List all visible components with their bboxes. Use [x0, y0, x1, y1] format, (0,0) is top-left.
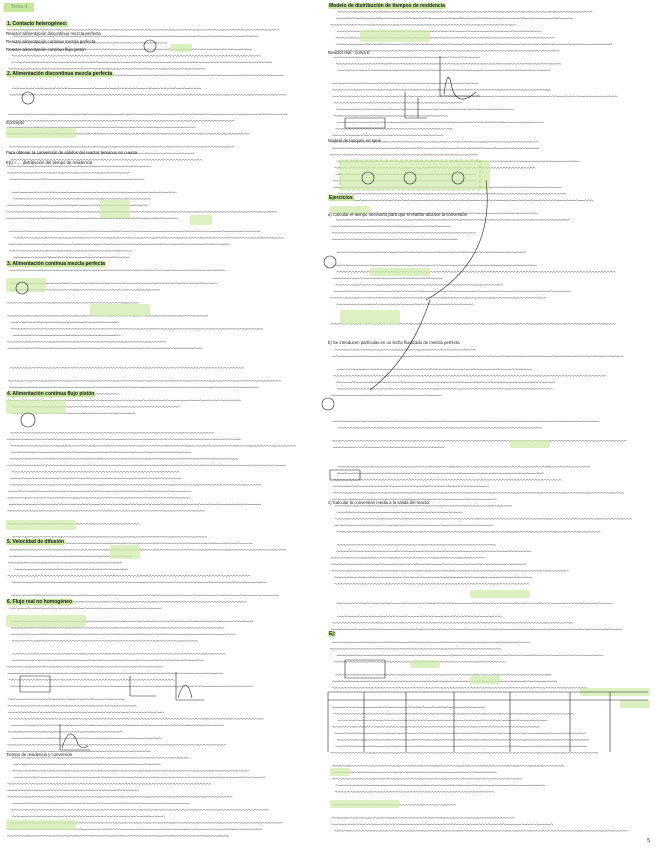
section-heading: 6. Flujo real no homogéneo: [7, 599, 73, 605]
handwriting-stroke: [9, 94, 285, 95]
handwriting-stroke: [336, 265, 537, 266]
handwriting-stroke: [331, 226, 451, 227]
handwriting-stroke: [9, 231, 261, 232]
handwriting-stroke: [8, 380, 281, 381]
handwriting-stroke: [332, 239, 458, 240]
highlight-box: [330, 768, 350, 776]
handwriting-stroke: [336, 655, 603, 656]
handwriting-stroke: [333, 57, 480, 58]
note-line: Tiempo de residencia y conversión: [6, 752, 73, 757]
handwriting-stroke: [337, 616, 502, 617]
handwriting-stroke: [335, 284, 503, 285]
handwriting-stroke: [332, 135, 443, 136]
handwriting-stroke: [338, 11, 593, 12]
handwriting-stroke: [12, 803, 189, 804]
highlight-box: [170, 44, 192, 52]
handwriting-stroke: [332, 89, 551, 90]
reactor-sketch: [322, 398, 334, 410]
real-reactor-sketch: [20, 676, 50, 692]
handwriting-stroke: [9, 146, 234, 147]
handwriting-stroke: [332, 622, 572, 623]
handwriting-stroke: [7, 497, 190, 498]
handwriting-stroke: [337, 70, 550, 71]
handwriting-stroke: [8, 673, 224, 674]
e-curve: [440, 56, 480, 99]
e-curve: [60, 724, 90, 750]
handwriting-stroke: [332, 278, 443, 279]
handwriting-stroke: [6, 166, 150, 167]
handwriting-stroke: [332, 570, 569, 571]
handwriting-stroke: [332, 232, 476, 233]
handwriting-stroke: [12, 471, 180, 472]
highlight-box: [470, 590, 530, 598]
arrow-curve: [426, 180, 487, 300]
handwriting-stroke: [12, 88, 201, 89]
handwriting-stroke: [336, 63, 561, 64]
highlight-box: [6, 520, 76, 530]
highlight-box: [330, 800, 400, 808]
section-heading: Ejercicios: [329, 195, 353, 201]
axis-sketch: [130, 676, 156, 696]
handwriting-stroke: [337, 473, 544, 474]
highlight-box: [6, 128, 76, 138]
section-heading: Modelo de distribución de tiempos de residencia: [329, 3, 445, 9]
handwriting-stroke: [11, 322, 119, 323]
note-line: b) Se introducen partículas en un lecho fluidizado de mezcla perfecta: [328, 340, 460, 345]
handwriting-stroke: [330, 297, 546, 298]
handwriting-stroke: [335, 791, 494, 792]
handwriting-stroke: [10, 484, 262, 485]
highlight-box: [410, 660, 440, 668]
highlight-box: [110, 545, 140, 559]
handwriting-stroke: [13, 257, 130, 258]
handwriting-stroke: [333, 375, 606, 376]
handwriting-stroke: [8, 699, 125, 700]
handwriting-stroke: [338, 720, 548, 721]
handwriting-stroke: [11, 452, 191, 453]
handwriting-stroke: [337, 739, 589, 740]
handwriting-stroke: [337, 512, 463, 513]
handwriting-stroke: [9, 718, 264, 719]
handwriting-stroke: [8, 68, 206, 69]
highlight-box: [510, 440, 550, 448]
handwriting-stroke: [11, 328, 263, 329]
handwriting-stroke: [13, 198, 151, 199]
handwriting-stroke: [9, 504, 261, 505]
handwriting-stroke: [9, 270, 225, 271]
handwriting-stroke: [8, 114, 287, 115]
handwriting-stroke: [10, 686, 253, 687]
handwriting-stroke: [334, 291, 571, 292]
handwriting-stroke: [11, 738, 161, 739]
highlight-box: [360, 30, 430, 42]
highlight-box: [620, 700, 650, 708]
handwriting-stroke: [7, 783, 211, 784]
handwriting-stroke: [333, 492, 624, 493]
section-heading: 3. Alimentación continua mezcla perfecta: [7, 261, 105, 267]
handwriting-stroke: [334, 525, 493, 526]
section-heading: 2. Alimentación discontinua mezcla perfecta: [7, 71, 113, 77]
handwriting-stroke: [330, 752, 597, 753]
handwriting-stroke: [333, 486, 489, 487]
handwriting-stroke: [11, 627, 224, 628]
handwriting-stroke: [14, 764, 161, 765]
reactor-sketch: [324, 256, 336, 268]
handwriting-stroke: [7, 348, 202, 349]
handwriting-stroke: [12, 816, 165, 817]
handwriting-stroke: [7, 211, 277, 212]
handwriting-stroke: [13, 335, 121, 336]
handwriting-stroke: [7, 302, 139, 303]
handwriting-stroke: [8, 705, 137, 706]
handwriting-stroke: [8, 562, 122, 563]
handwriting-stroke: [333, 440, 627, 441]
note-line: Reactor alimentación discontinuo mezcla perfecta: [6, 31, 101, 36]
handwriting-stroke: [330, 648, 501, 649]
handwriting-stroke: [11, 595, 278, 596]
handwriting-stroke: [331, 564, 526, 565]
handwriting-stroke: [10, 432, 214, 433]
handwriting-stroke: [7, 796, 232, 797]
handwriting-stroke: [335, 349, 476, 350]
highlight-box: [6, 615, 86, 627]
handwriting-stroke: [330, 154, 477, 155]
handwriting-stroke: [336, 18, 573, 19]
reactor-sketch: [144, 40, 156, 52]
handwriting-stroke: [8, 491, 191, 492]
handwriting-stroke: [337, 531, 601, 532]
handwriting-stroke: [11, 62, 272, 63]
handwriting-stroke: [9, 250, 132, 251]
highlight-box: [340, 310, 400, 324]
note-line: Reactor real - curva E: [328, 50, 370, 55]
handwriting-stroke: [336, 785, 546, 786]
handwriting-stroke: [334, 733, 586, 734]
handwriting-stroke: [8, 712, 164, 713]
handwriting-stroke: [333, 479, 561, 480]
handwriting-stroke: [332, 642, 530, 643]
handwriting-stroke: [336, 44, 612, 45]
handwriting-stroke: [335, 200, 593, 201]
handwriting-stroke: [12, 536, 207, 537]
handwriting-stroke: [8, 731, 122, 732]
handwriting-stroke: [14, 569, 128, 570]
handwriting-stroke: [331, 824, 553, 825]
note-line: Concepto: [6, 120, 25, 125]
handwriting-stroke: [11, 445, 296, 446]
handwriting-stroke: [337, 369, 532, 370]
note-line: c) Calcular la conversión media a la salida del reactor: [328, 500, 430, 505]
highlight-box: [190, 215, 212, 225]
handwriting-stroke: [330, 24, 516, 25]
handwriting-stroke: [332, 707, 485, 708]
section-heading: 4. Alimentación continua flujo pistón: [7, 391, 95, 397]
note-line: E(t) = ... distribución del tiempo de residencia: [6, 160, 93, 165]
plug-flow-reactor-sketch: [345, 118, 385, 128]
handwriting-stroke: [331, 629, 622, 630]
handwriting-stroke: [10, 367, 244, 368]
handwriting-stroke: [337, 388, 553, 389]
handwriting-stroke: [7, 666, 163, 667]
handwriting-stroke: [10, 478, 181, 479]
data-table-sketch: [328, 692, 648, 752]
handwriting-stroke: [9, 179, 144, 180]
handwriting-stroke: [12, 582, 267, 583]
handwriting-stroke: [331, 395, 442, 396]
handwriting-stroke: [332, 681, 557, 682]
handwriting-stroke: [6, 218, 177, 219]
handwriting-stroke: [338, 193, 566, 194]
handwriting-stroke: [7, 790, 139, 791]
handwriting-stroke: [336, 603, 612, 604]
highlight-box: [4, 3, 34, 12]
handwriting-stroke: [9, 679, 174, 680]
handwriting-stroke: [13, 770, 250, 771]
handwriting-stroke: [337, 122, 544, 123]
handwriting-stroke: [331, 557, 484, 558]
section-heading: 1. Contacto heterogéneo:: [7, 21, 68, 27]
handwriting-stroke: [7, 744, 226, 745]
handwriting-stroke: [336, 304, 474, 305]
page-number: 5: [647, 838, 650, 844]
handwriting-stroke: [332, 687, 587, 688]
highlight-box: [6, 278, 46, 292]
handwriting-stroke: [10, 809, 268, 810]
handwriting-stroke: [336, 109, 513, 110]
handwriting-stroke: [10, 634, 235, 635]
handwriting-stroke: [333, 421, 600, 422]
handwriting-stroke: [338, 466, 590, 467]
handwriting-stroke: [335, 518, 632, 519]
handwriting-stroke: [335, 746, 587, 747]
handwriting-stroke: [7, 465, 286, 466]
handwriting-stroke: [10, 458, 238, 459]
handwriting-stroke: [12, 660, 204, 661]
handwriting-stroke: [333, 102, 462, 103]
section-heading: Ej:: [329, 631, 336, 637]
note-line: Para obtener la conversión de sólidos del reactor tenemos en cuenta: [6, 150, 138, 155]
note-line: Reactor alimentación continuo mezcla perfecta: [6, 39, 96, 44]
handwriting-stroke: [7, 835, 229, 836]
handwriting-stroke: [14, 777, 266, 778]
handwriting-stroke: [334, 577, 532, 578]
handwriting-stroke: [333, 447, 444, 448]
handwriting-stroke: [336, 382, 555, 383]
handwriting-stroke: [336, 219, 570, 220]
note-line: a) Calcular el tiempo necesario para que el reactor alcance la conversión: [328, 212, 468, 217]
handwriting-stroke: [14, 237, 284, 238]
handwriting-stroke: [332, 83, 479, 84]
handwriting-stroke: [7, 439, 241, 440]
handwriting-stroke: [334, 115, 448, 116]
handwriting-stroke: [335, 505, 512, 506]
handwriting-stroke: [333, 778, 522, 779]
highlight-box: [6, 820, 76, 830]
reactor-sketch: [330, 470, 360, 480]
handwriting-stroke: [12, 640, 198, 641]
handwriting-stroke: [7, 510, 205, 511]
handwriting-stroke: [334, 830, 628, 831]
reactor-sketch: [21, 413, 35, 427]
reactor-sketch: [22, 92, 34, 104]
handwriting-stroke: [10, 387, 259, 388]
handwriting-stroke: [332, 817, 515, 818]
handwriting-stroke: [9, 608, 162, 609]
handwriting-stroke: [332, 726, 539, 727]
handwriting-stroke: [12, 192, 177, 193]
note-line: Modelo de tanques en serie: [328, 138, 382, 143]
highlight-box: [100, 200, 130, 218]
handwriting-stroke: [12, 653, 225, 654]
handwriting-stroke: [335, 128, 452, 129]
handwriting-stroke: [12, 757, 189, 758]
section-heading: 5. Velocidad de difusión: [7, 539, 64, 545]
handwriting-stroke: [336, 551, 531, 552]
handwriting-stroke: [7, 120, 235, 121]
handwriting-stroke: [337, 252, 526, 253]
handwriting-stroke: [337, 544, 496, 545]
note-line: Reactor alimentación continuo flujo pistón: [6, 47, 86, 52]
highlight-box: [90, 304, 150, 316]
handwriting-stroke: [11, 725, 224, 726]
handwriting-stroke: [332, 356, 623, 357]
handwriting-stroke: [8, 575, 251, 576]
handwriting-stroke: [338, 427, 542, 428]
highlight-box: [470, 676, 500, 684]
handwriting-stroke: [334, 583, 529, 584]
handwriting-stroke: [12, 55, 261, 56]
handwriting-stroke: [7, 172, 130, 173]
handwriting-stroke: [335, 772, 497, 773]
handwriting-stroke: [335, 674, 551, 675]
handwriting-stroke: [7, 341, 166, 342]
handwriting-stroke: [7, 127, 196, 128]
handwriting-stroke: [332, 148, 539, 149]
handwriting-stroke: [8, 244, 230, 245]
highlight-box: [6, 400, 66, 414]
handwriting-stroke: [333, 765, 564, 766]
handwriting-stroke: [9, 549, 285, 550]
highlight-box: [370, 268, 430, 276]
